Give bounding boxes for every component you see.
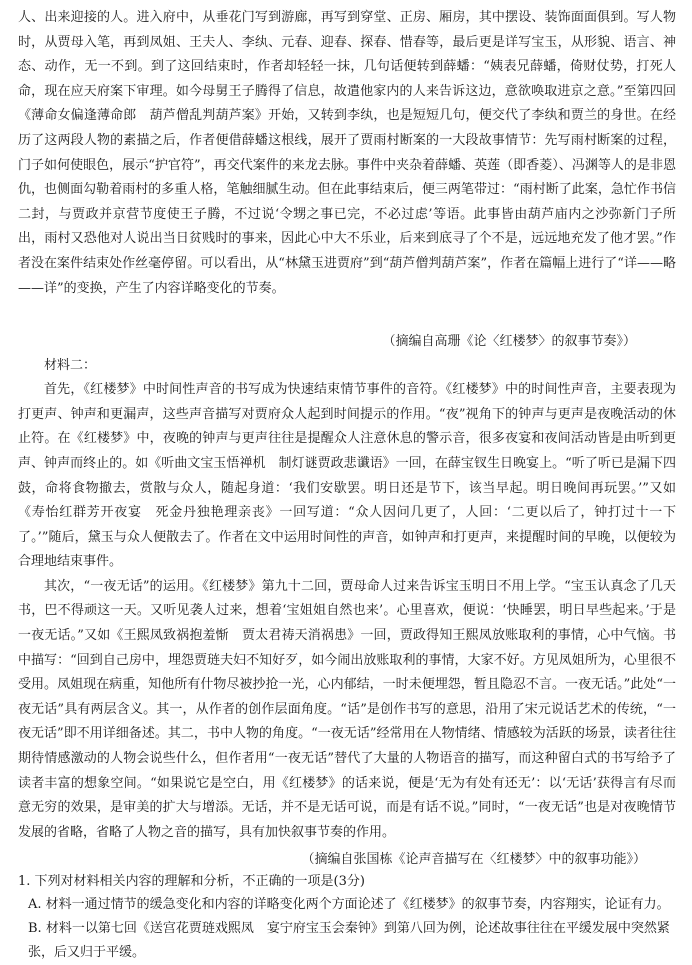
material2-paragraph-2: 其次，“一夜无话”的运用。《红楼梦》第九十二回，贾母命人过来告诉宝玉明日不用上学。“宝玉认真念了几天书，巴不得顽这一天。又听见袭人过来，想着‘宝姐姐自然也来’。心里喜欢，便说：‘快睡罢，明日早些起来。’于是一夜无话。”又如《王熙凤致祸抱羞惭 贾太君祷天消祸患》一回，贾政得知王熙凤放账取利的事情，心中气恼。书中描写：“回到自己房中，埋怨贾琏夫妇不知好歹，如今闹出放账取利的事情，大家不好。方见凤姐所为，心里很不受用。凤姐现在病重，知他所有什物尽被抄抢一光，心内郁结，一时未便埋怨，暂且隐忍不言。一夜无话。”此处“一夜无话”具有两层含义。其一，从作者的创作层面角度。“话”是创作书写的意思，沿用了宋元说话艺术的传统，“一夜无话”即不用详细备述。其二，书中人物的角度。“一夜无话”经常用在人物情绪、情感较为活跃的场景，读者往往期待情感激动的人物会说些什么，但作者用“一夜无话”替代了大量的人物语音的描写，而这种留白式的书写给予了读者丰富的想象空间。“如果说它是空白，用《红楼梦》的话来说，便是‘无为有处有还无’：以‘无话’获得言有尽而意无穷的效果，是审美的扩大与增添。无话，并不是无话可说，而是有话不说。”同时，“一夜无话”也是对夜晚情节发展的省略，省略了人物之音的描写，具有加快叙事节奏的作用。 [18,578,676,840]
question-1-option-a: A. 材料一通过情节的缓急变化和内容的详略变化两个方面论述了《红楼梦》的叙事节奏，内容翔实，论证有力。 [28,897,670,913]
material1-paragraph: 人、出来迎接的人。进入府中，从垂花门写到游廊，再写到穿堂、正房、厢房，其中摆设、装饰面面俱到。写人物时，从贾母入笔，再到凤姐、王夫人、李纨、元春、迎春、探春、惜春等，最后更是详写宝玉，从形貌、语言、神态、动作，无一不到。到了这回结束时，作者却轻轻一抹，几句话便转到薛蟠：“姨表兄薛蟠，倚财仗势，打死人命，现在应天府案下审理。如今母舅王子腾得了信息，故遣他家内的人来告诉这边，意欲唤取进京之意。”至第四回《薄命女偏逢薄命郎 葫芦僧乱判葫芦案》开始，又转到李纨，也是短短几句，便交代了李纨和贾兰的身世。在经历了这两段人物的素描之后，作者便借薛蟠这根线，展开了贾雨村断案的一大段故事情节：先写雨村断案的过程，门子如何使眼色，展示“护官符”，再交代案件的来龙去脉。事件中夹杂着薛蟠、英莲（即香菱）、冯渊等人的是非恩仇，也侧面勾勒着雨村的多重人格，笔触细腻生动。但在此事结束后，便三两笔带过：“雨村断了此案，急忙作书信二封，与贾政并京营节度使王子腾，不过说‘令甥之事已完，不必过虑’等语。此事皆由葫芦庙内之沙弥新门子所出，雨村又恐他对人说出当日贫贱时的事来，因此心中大不乐业，后来到底寻了个不是，远远地充发了他才罢。”作者没在案件结束处作丝毫停留。可以看出，从“林黛玉进贾府”到“葫芦僧判葫芦案”，作者在篇幅上进行了“详——略——详”的变换，产生了内容详略变化的节奏。 [18,10,676,296]
material1-source: （摘编自高珊《论〈红楼梦〉的叙事节奏》） [382,334,636,350]
question-1-option-b: B. 材料一以第七回《送宫花贾琏戏熙凤 宴宁府宝玉会秦钟》到第八回为例，论述故事往往在平缓发展中突然紧张，后又归于平缓。 [28,921,670,961]
question-1-stem: 1. 下列对材料相关内容的理解和分析，不正确的一项是(3分) [18,874,365,890]
material2-source: （摘编自张国栋《论声音描写在〈红楼梦〉中的叙事功能》） [301,852,646,868]
material2-paragraph-1: 首先，《红楼梦》中时间性声音的书写成为快速结束情节事件的音符。《红楼梦》中的时间性声音，主要表现为打更声、钟声和更漏声，这些声音描写对贾府众人起到时间提示的作用。“夜”视角下的钟声与更声是夜晚活动的休止符。在《红楼梦》中，夜晚的钟声与更声往往是提醒众人注意休息的警示音，很多夜宴和夜间活动皆是由听到更声、钟声而终止的。如《听曲文宝玉悟禅机 制灯谜贾政悲谶语》一回，在薛宝钗生日晚宴上。“听了听已是漏下四鼓，命将食物撤去，赏散与众人，随起身道：‘我们安歇罢。明日还是节下，该当早起。明日晚间再玩罢。’”又如《寿怡红群芳开夜宴 死金丹独艳理亲丧》一回写道：“众人因问几更了，人回：‘二更以后了，钟打过十一下了。’”随后，黛玉与众人便散去了。作者在文中运用时间性的声音，如钟声和打更声，来提醒时间的早晚，以便较为合理地结束事件。 [18,382,676,570]
material2-label: 材料二： [44,358,97,374]
